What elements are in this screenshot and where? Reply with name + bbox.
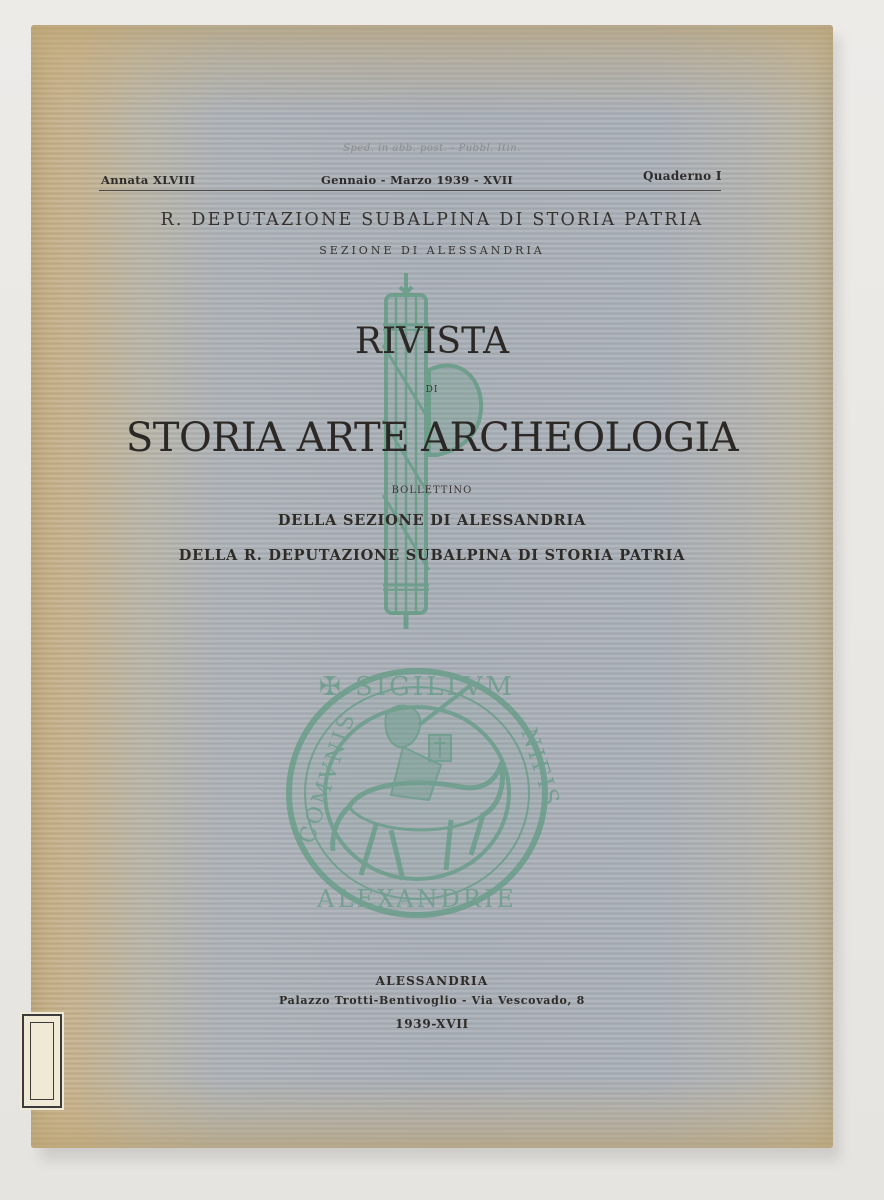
svg-text:COMVNIS: COMVNIS xyxy=(294,708,362,847)
annata-label: Annata XLVIII xyxy=(101,173,196,187)
svg-text:ALEXANDRIE: ALEXANDRIE xyxy=(317,885,517,913)
bollettino-label: BOLLETTINO xyxy=(391,485,473,496)
library-label-inner xyxy=(30,1022,54,1100)
imprint-year: 1939-XVII xyxy=(395,1017,469,1031)
svg-text:NIFIS: NIFIS xyxy=(515,725,565,811)
title-rivista: RIVISTA xyxy=(354,321,510,362)
subtitle-line-2: DELLA R. DEPUTAZIONE SUBALPINA DI STORIA PATRIA xyxy=(178,547,686,564)
section-name: SEZIONE DI ALESSANDRIA xyxy=(319,244,545,257)
equestrian-seal-icon xyxy=(289,671,564,915)
society-name: R. DEPUTAZIONE SUBALPINA DI STORIA PATRIA xyxy=(160,210,704,230)
quaderno-label: Quaderno I xyxy=(643,169,722,183)
postal-note: Sped. in abb. post. - Pubbl. Itin. xyxy=(343,143,521,154)
magazine-cover xyxy=(31,25,833,1148)
svg-text:✠ SIGILLVM: ✠ SIGILLVM xyxy=(318,672,516,702)
library-label-icon xyxy=(22,1014,62,1108)
header-rule xyxy=(99,190,721,191)
imprint-city: ALESSANDRIA xyxy=(375,974,489,988)
title-di: DI xyxy=(425,385,439,395)
imprint-address: Palazzo Trotti-Bentivoglio - Via Vescovado, 8 xyxy=(279,994,585,1007)
title-storia-arte-archeologia: STORIA ARTE ARCHEOLOGIA xyxy=(125,415,739,461)
subtitle-line-1: DELLA SEZIONE DI ALESSANDRIA xyxy=(277,512,587,529)
issue-date: Gennaio - Marzo 1939 - XVII xyxy=(321,173,514,187)
